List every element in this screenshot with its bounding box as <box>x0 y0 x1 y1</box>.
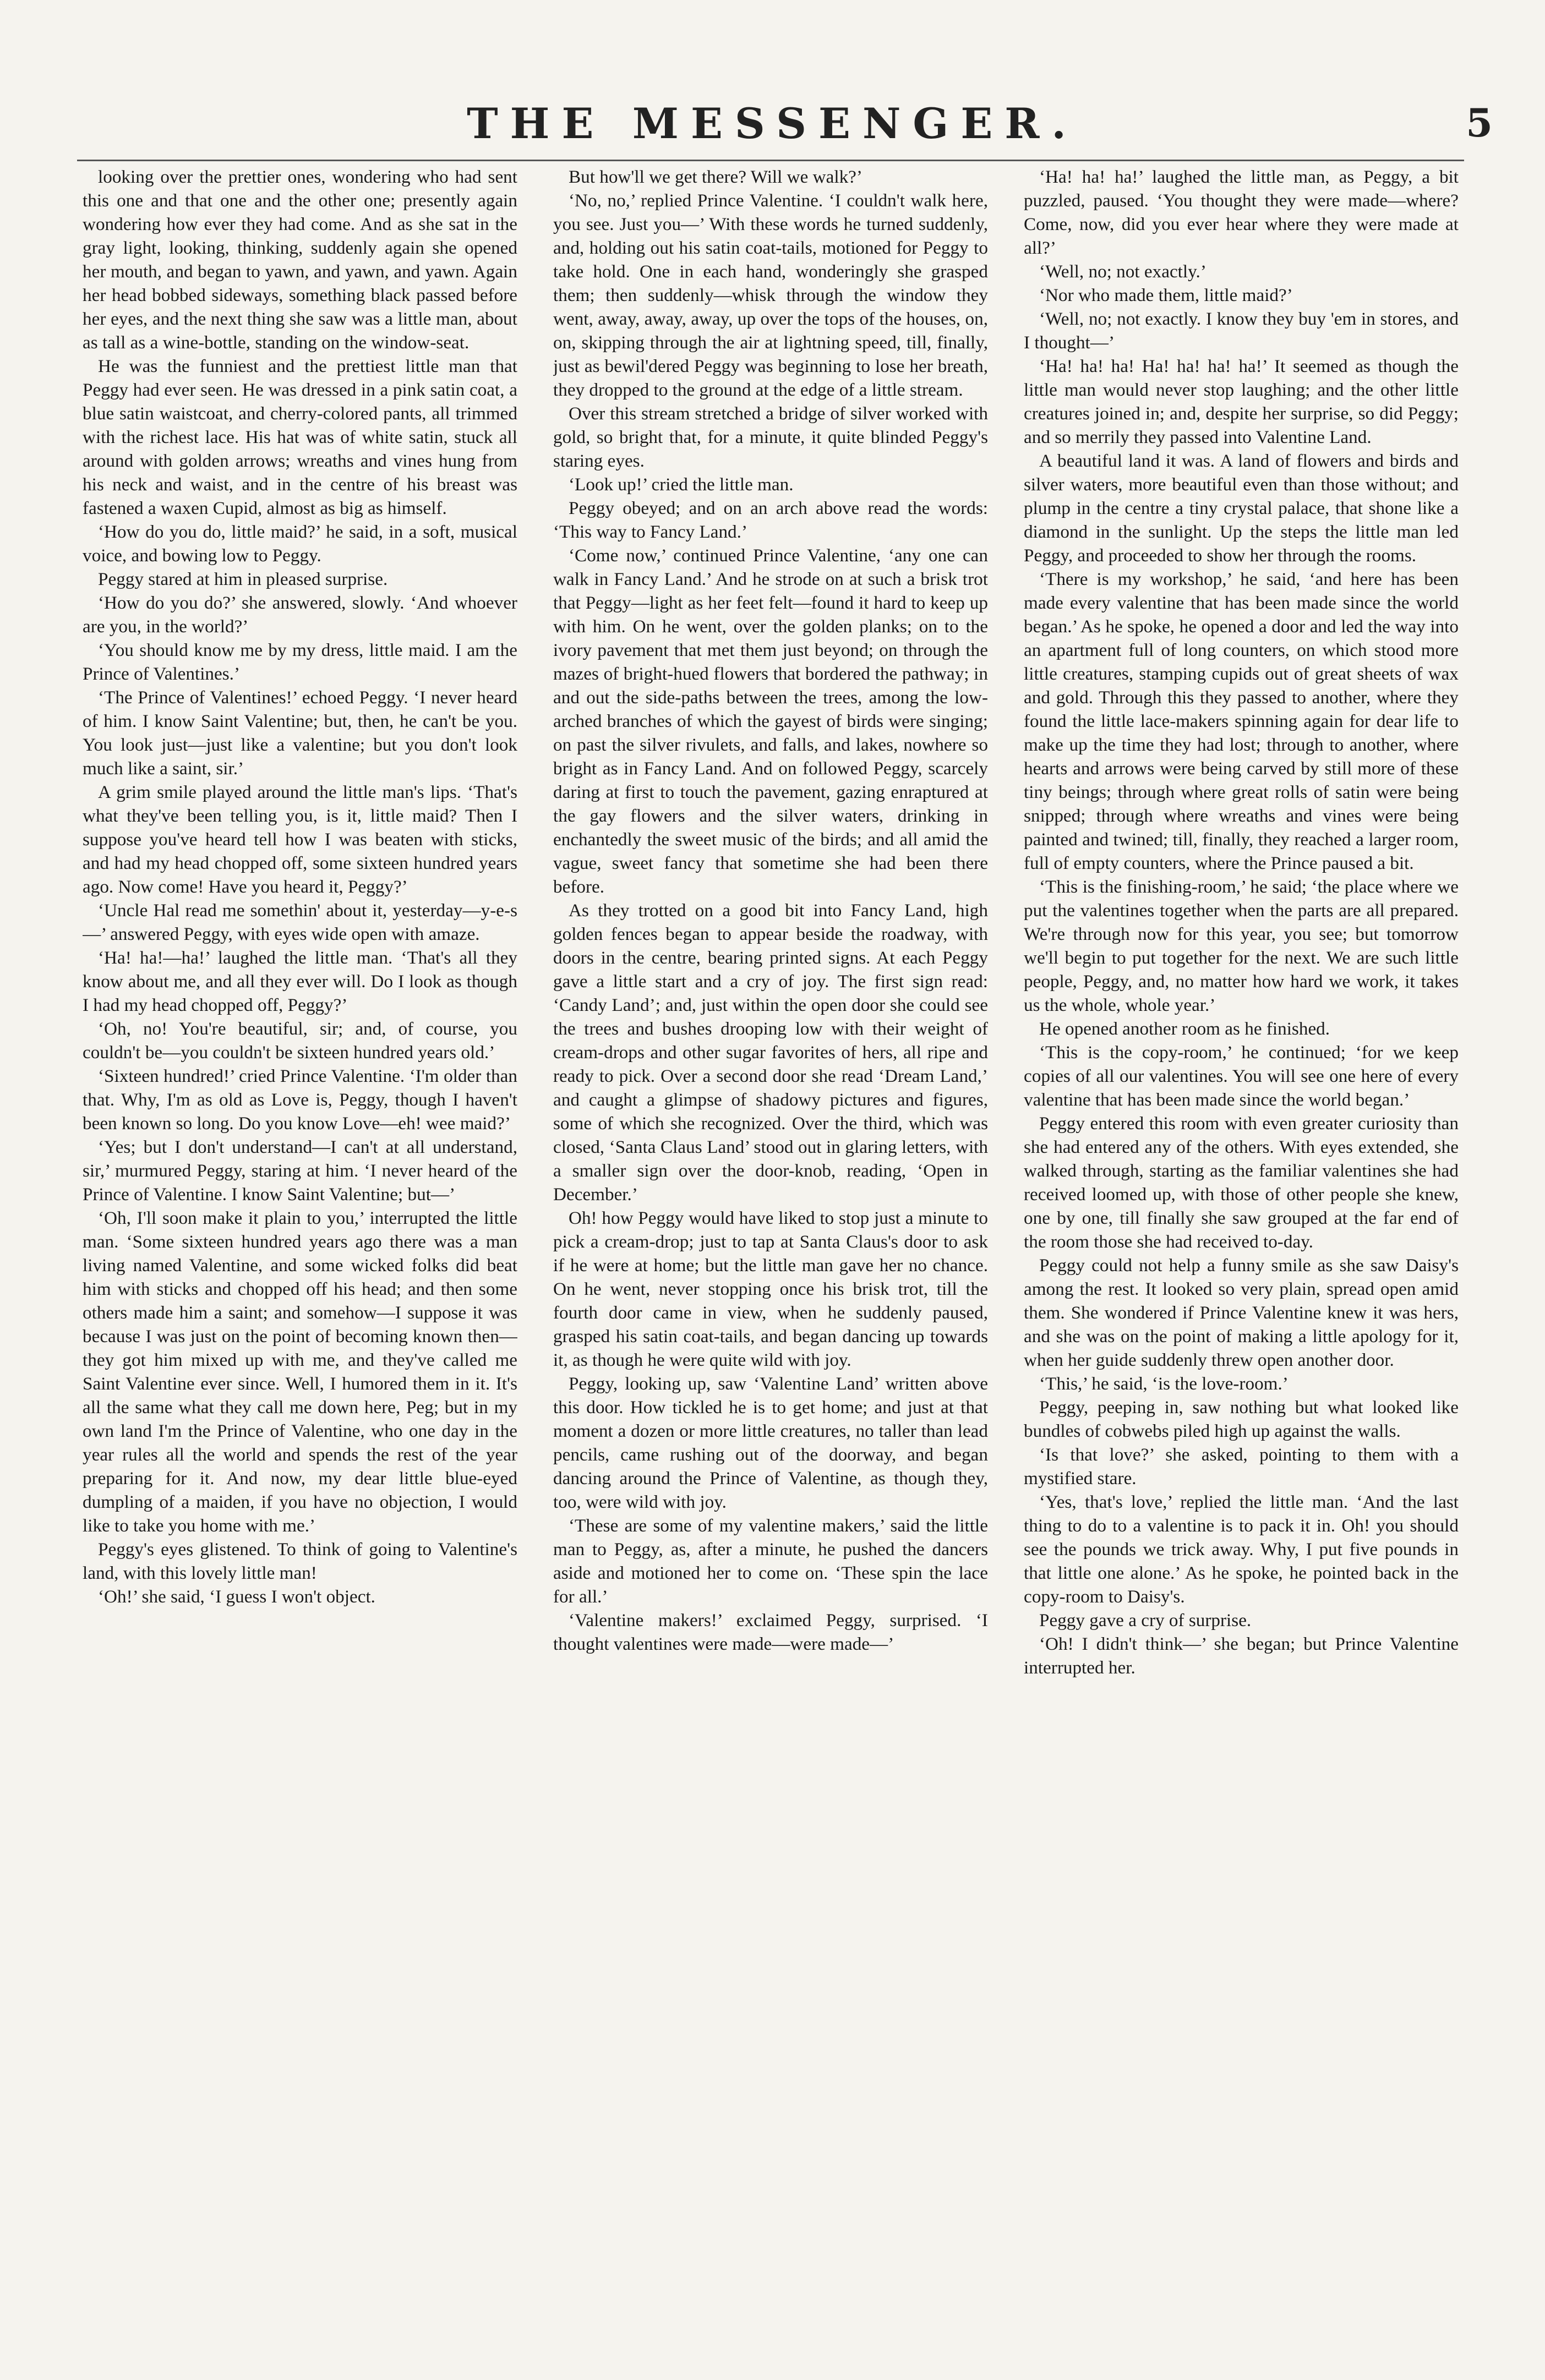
paragraph: Peggy could not help a funny smile as she saw Daisy's among the rest. It looked so very plain, spread open amid them. She wondered if Prince Valentine knew it was hers, and she was on the point of making a little apology for it, when her guide suddenly threw open another door. <box>1024 1255 1459 1370</box>
paragraph: ‘Ha! ha!—ha!’ laughed the little man. ‘That's all they know about me, and all they ever will. Do I look as though I had my head chopped off, Peggy?’ <box>83 948 517 1015</box>
paragraph: ‘Oh!’ she said, ‘I guess I won't object. <box>98 1586 375 1607</box>
article-columns <box>83 165 1459 2311</box>
paragraph: ‘These are some of my valentine makers,’ said the little man to Peggy, as, after a minute, he pushed the dancers aside and motioned her to come on. ‘These spin the lace for all.’ <box>553 1515 988 1607</box>
column-1 <box>83 165 517 2311</box>
paragraph: ‘How do you do, little maid?’ he said, in a soft, musical voice, and bowing low to Peggy. <box>83 522 517 566</box>
paragraph: Peggy obeyed; and on an arch above read the words: ‘This way to Fancy Land.’ <box>553 498 988 542</box>
paragraph: Peggy, peeping in, saw nothing but what looked like bundles of cobwebs piled high up against the walls. <box>1024 1397 1459 1441</box>
paragraph: ‘The Prince of Valentines!’ echoed Peggy. ‘I never heard of him. I know Saint Valentine; but, then, he can't be you. You look just—just like a valentine; but you don't look much like a saint, sir.’ <box>83 687 517 779</box>
paragraph: ‘No, no,’ replied Prince Valentine. ‘I couldn't walk here, you see. Just you—’ With these words he turned suddenly, and, holding out his satin coat-tails, motioned for Peggy to take hold. One in each hand, wonderingly she grasped them; then suddenly—whisk through the window they went, away, away, away, up over the tops of the houses, on, on, skipping through the air at lightning speed, till, finally, just as bewil'dered Peggy was beginning to lose her breath, they dropped to the ground at the edge of a little stream. <box>553 190 988 400</box>
paragraph: He opened another room as he finished. <box>1039 1019 1330 1039</box>
paragraph: But how'll we get there? Will we walk?’ <box>569 167 862 187</box>
paragraph: ‘Yes; but I don't understand—I can't at all understand, sir,’ murmured Peggy, staring at him. ‘I never heard of the Prince of Valentine. I know Saint Valentine; but—’ <box>83 1137 517 1205</box>
paragraph: Over this stream stretched a bridge of silver worked with gold, so bright that, for a minute, it quite blinded Peggy's staring eyes. <box>553 403 988 471</box>
paragraph: He was the funniest and the prettiest little man that Peggy had ever seen. He was dressed in a pink satin coat, a blue satin waistcoat, and cherry-colored pants, all trimmed with the richest lace. His hat was of white satin, stuck all around with golden arrows; wreaths and vines hung from his neck and waist, and in the centre of his breast was fastened a waxen Cupid, almost as big as himself. <box>83 356 517 518</box>
masthead-title: THE MESSENGER. <box>467 99 1078 148</box>
paragraph: ‘How do you do?’ she answered, slowly. ‘And whoever are you, in the world?’ <box>83 593 517 637</box>
paragraph: ‘This is the finishing-room,’ he said; ‘the place where we put the valentines together when the parts are all prepared. We're through now for this year, you see; but tomorrow we'll begin to put together for the next. We are such little people, Peggy, and, no matter how hard we work, it takes us the whole, whole year.’ <box>1024 877 1459 1015</box>
paragraph: ‘There is my workshop,’ he said, ‘and here has been made every valentine that has been made since the world began.’ As he spoke, he opened a door and led the way into an apartment full of long counters, on which stood more little creatures, stamping cupids out of great sheets of wax and gold. Through this they passed to another, where they found the little lace-makers spinning again for dear life to make up the time they had lost; through to another, where hearts and arrows were being carved by still more of these tiny beings; through where great rolls of satin were being snipped; through where wreaths and vines were being painted and twined; till, finally, they reached a larger room, full of empty counters, where the Prince paused a bit. <box>1024 569 1459 873</box>
paragraph: ‘This,’ he said, ‘is the love-room.’ <box>1039 1374 1289 1394</box>
paragraph: ‘Oh, no! You're beautiful, sir; and, of course, you couldn't be—you couldn't be sixteen hundred years old.’ <box>83 1019 517 1063</box>
page-number: 5 <box>1466 100 1493 146</box>
paragraph: Peggy stared at him in pleased surprise. <box>98 569 388 589</box>
paragraph: Peggy, looking up, saw ‘Valentine Land’ written above this door. How tickled he is to get home; and just at that moment a dozen or more little creatures, no taller than lead pencils, came rushing out of the doorway, and began dancing around the Prince of Valentine, as though they, too, were wild with joy. <box>553 1374 988 1512</box>
paragraph: looking over the prettier ones, wondering who had sent this one and that one and the other one; presently again wondering how ever they had come. And as she sat in the gray light, looking, thinking, suddenly again she opened her mouth, and began to yawn, and yawn, and yawn. Again her head bobbed sideways, something black passed before her eyes, and the next thing she saw was a little man, about as tall as a wine-bottle, standing on the window-seat. <box>83 167 517 353</box>
paragraph: ‘Oh! I didn't think—’ she began; but Prince Valentine interrupted her. <box>1024 1634 1459 1678</box>
paragraph: ‘Well, no; not exactly.’ <box>1039 261 1206 282</box>
paragraph: Peggy entered this room with even greater curiosity than she had entered any of the others. With eyes extended, she walked through, starting as the familiar valentines she had received loomed up, with those of other people she knew, one by one, till finally she saw grouped at the far end of the room those she had received to-day. <box>1024 1113 1459 1252</box>
paragraph: ‘Is that love?’ she asked, pointing to them with a mystified stare. <box>1024 1445 1459 1489</box>
paragraph: A grim smile played around the little man's lips. ‘That's what they've been telling you, is it, little maid? Then I suppose you've heard tell how I was beaten with sticks, and had my head chopped off, some sixteen hundred years ago. Now come! Have you heard it, Peggy?’ <box>83 782 517 897</box>
paragraph: Oh! how Peggy would have liked to stop just a minute to pick a cream-drop; just to tap at Santa Claus's door to ask if he were at home; but the little man gave her no chance. On he went, never stopping once his brisk trot, till the fourth door came in view, when he suddenly paused, grasped his satin coat-tails, and began dancing up towards it, as though he were quite wild with joy. <box>553 1208 988 1370</box>
paragraph: ‘Sixteen hundred!’ cried Prince Valentine. ‘I'm older than that. Why, I'm as old as Love is, Peggy, though I haven't been known so long. Do you know Love—eh! wee maid?’ <box>83 1066 517 1134</box>
paragraph: ‘This is the copy-room,’ he continued; ‘for we keep copies of all our valentines. You will see one here of every valentine that has been made since the world began.’ <box>1024 1042 1459 1110</box>
paragraph: ‘Uncle Hal read me somethin' about it, yesterday—y-e-s—’ answered Peggy, with eyes wide open with amaze. <box>83 900 517 944</box>
paragraph: Peggy's eyes glistened. To think of going to Valentine's land, with this lovely little man! <box>83 1539 517 1583</box>
paragraph: ‘Ha! ha! ha!’ laughed the little man, as Peggy, a bit puzzled, paused. ‘You thought they were made—where? Come, now, did you ever hear where they were made at all?’ <box>1024 167 1459 258</box>
header-rule <box>77 160 1464 161</box>
paragraph: ‘Well, no; not exactly. I know they buy 'em in stores, and I thought—’ <box>1024 309 1459 353</box>
column-3 <box>1024 165 1459 2311</box>
paragraph: ‘Valentine makers!’ exclaimed Peggy, surprised. ‘I thought valentines were made—were made—’ <box>553 1610 988 1654</box>
paragraph: ‘Ha! ha! ha! Ha! ha! ha! ha!’ It seemed as though the little man would never stop laughing; and the other little creatures joined in; and, despite her surprise, so did Peggy; and so merrily they passed into Valentine Land. <box>1024 356 1459 447</box>
paragraph: ‘Yes, that's love,’ replied the little man. ‘And the last thing to do to a valentine is to pack it in. Oh! you should see the pounds we trick away. Why, I put five pounds in that little one alone.’ As he spoke, he pointed back in the copy-room to Daisy's. <box>1024 1492 1459 1607</box>
paragraph: ‘Oh, I'll soon make it plain to you,’ interrupted the little man. ‘Some sixteen hundred years ago there was a man living named Valentine, and some wicked folks did beat him with sticks and chopped off his head; and then some others made him a saint; and somehow—I suppose it was because I was just on the point of becoming known then—they got him mixed up with me, and they've called me Saint Valentine ever since. Well, I humored them in it. It's all the same what they call me down here, Peg; but in my own land I'm the Prince of Valentine, who one day in the year rules all the world and spends the rest of the year preparing for it. And now, my dear little blue-eyed dumpling of a maiden, if you have no objection, I would like to take you home with me.’ <box>83 1208 517 1536</box>
paragraph: ‘Come now,’ continued Prince Valentine, ‘any one can walk in Fancy Land.’ And he strode on at such a brisk trot that Peggy—light as her feet felt—found it hard to keep up with him. On he went, over the golden planks; on to the ivory pavement that met them just beyond; on through the mazes of bright-hued flowers that bordered the pathway; in and out the side-paths between the trees, among the low-arched branches of which the gayest of birds were singing; on past the silver rivulets, and falls, and lakes, nowhere so bright as in Fancy Land. And on followed Peggy, scarcely daring at first to touch the pavement, gazing enraptured at the gay flowers and the silver waters, drinking in enchantedly the sweet music of the birds; and all amid the vague, sweet fancy that sometime she had been there before. <box>553 545 988 897</box>
page-header <box>0 94 1545 160</box>
paragraph: ‘Look up!’ cried the little man. <box>569 474 794 495</box>
paragraph: ‘You should know me by my dress, little maid. I am the Prince of Valentines.’ <box>83 640 517 684</box>
column-2 <box>553 165 988 2311</box>
paragraph: Peggy gave a cry of surprise. <box>1039 1610 1252 1631</box>
paragraph: As they trotted on a good bit into Fancy Land, high golden fences began to appear beside the roadway, with doors in the centre, bearing printed signs. At each Peggy gave a little start and a cry of joy. The first sign read: ‘Candy Land’; and, just within the open door she could see the trees and bushes drooping low with their weight of cream-drops and other sugar favorites of hers, all ripe and ready to pick. Over a second door she read ‘Dream Land,’ and caught a glimpse of shadowy pictures and figures, some of which she recognized. Over the third, which was closed, ‘Santa Claus Land’ stood out in glaring letters, with a smaller sign over the door-knob, reading, ‘Open in December.’ <box>553 900 988 1205</box>
paragraph: ‘Nor who made them, little maid?’ <box>1039 285 1293 305</box>
paragraph: A beautiful land it was. A land of flowers and birds and silver waters, more beautiful even than those without; and plump in the centre a tiny crystal palace, that shone like a diamond in the sunlight. Up the steps the little man led Peggy, and proceeded to show her through the rooms. <box>1024 451 1459 566</box>
